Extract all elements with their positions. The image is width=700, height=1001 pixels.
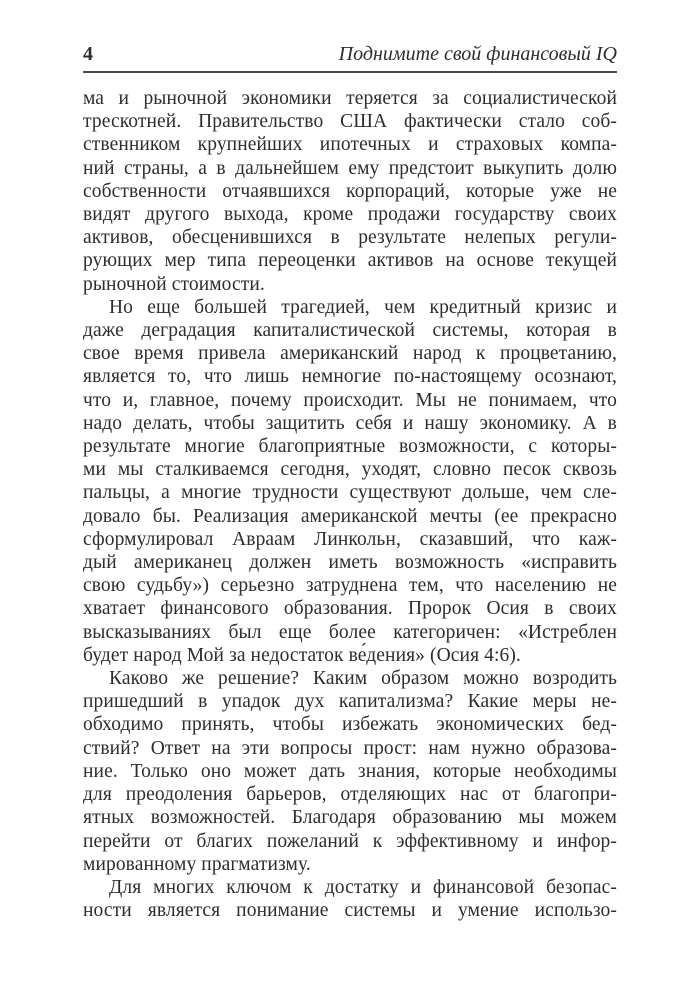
text-line: Для многих ключом к достатку и финансовой безопас- (109, 876, 617, 898)
text-line: даже деградация капиталистической системы, которая в (83, 320, 617, 342)
paragraph (83, 667, 617, 876)
text-line: сформулировал Авраам Линкольн, сказавший, что каж- (83, 528, 617, 550)
text-line: рыночной стоимости. (83, 273, 265, 295)
text-line: ние. Только оно может дать знания, которые необходимы (83, 760, 617, 782)
text-line: будет народ Мой за недостаток ве́дения» (Осия 4:6). (83, 644, 521, 666)
text-line: свое время привела американский народ к процветанию, (83, 343, 617, 365)
paragraph (83, 87, 617, 296)
text-line: перейти от благих пожеланий к эффективному и инфор- (83, 830, 617, 852)
text-line: что и, главное, почему происходит. Мы не понимаем, что (83, 389, 617, 411)
text-line: дый американец должен иметь возможность «исправить (83, 552, 617, 574)
text-line: собственности отчаявшихся корпораций, которые уже не (83, 180, 617, 202)
text-line: высказываниях был еще более категоричен: «Истреблен (83, 621, 617, 643)
text-line: свою судьбу») серьезно затруднена тем, что населению не (83, 575, 617, 597)
text-line: ности является понимание системы и умение использо- (83, 900, 617, 922)
text-line: ственником крупнейших ипотечных и страховых компа- (83, 134, 617, 156)
text-line: активов, обесценившихся в результате нелепых регули- (83, 227, 617, 249)
page-body (83, 87, 617, 922)
text-line: довало бы. Реализация американской мечты (ее прекрасно (83, 505, 617, 527)
text-line: обходимо принять, чтобы избежать экономических бед- (83, 714, 617, 736)
text-line: мированному прагматизму. (83, 853, 311, 875)
text-line: трескотней. Правительство США фактически стало соб- (83, 111, 617, 133)
running-header (83, 44, 617, 71)
page-number: 4 (83, 43, 93, 65)
paragraph (83, 876, 617, 922)
text-line: пришедший в упадок дух капитализма? Какие меры не- (83, 691, 617, 713)
paragraph (83, 296, 617, 667)
text-line: Каково же решение? Каким образом можно возродить (109, 668, 617, 690)
header-rule (83, 71, 617, 73)
text-line: ятных возможностей. Благодаря образованию мы можем (83, 807, 617, 829)
text-line: видят другого выхода, кроме продажи государству своих (83, 204, 617, 226)
text-line: является то, что лишь немногие по-настоящему осознают, (83, 366, 617, 388)
text-line: ма и рыночной экономики теряется за социалистической (83, 88, 617, 109)
text-line: надо делать, чтобы защитить себя и нашу экономику. А в (83, 412, 617, 434)
running-header-title: Поднимите свой финансовый IQ (338, 43, 617, 65)
text-line: хватает финансового образования. Пророк Осия в своих (83, 598, 617, 620)
text-line: ми мы сталкиваемся сегодня, уходят, словно песок сквозь (83, 459, 617, 481)
text-line: для преодоления барьеров, отделяющих нас от благопри- (83, 784, 617, 806)
text-line: результате многие благоприятные возможности, с которы- (83, 436, 617, 458)
text-line: рующих мер типа переоценки активов на основе текущей (83, 250, 617, 272)
text-line: пальцы, а многие трудности существуют дольше, чем сле- (83, 482, 617, 504)
text-line: ний страны, а в дальнейшем ему предстоит выкупить долю (83, 157, 617, 179)
text-line: Но еще большей трагедией, чем кредитный кризис и (109, 296, 617, 318)
text-line: ствий? Ответ на эти вопросы прост: нам нужно образова- (83, 737, 617, 759)
